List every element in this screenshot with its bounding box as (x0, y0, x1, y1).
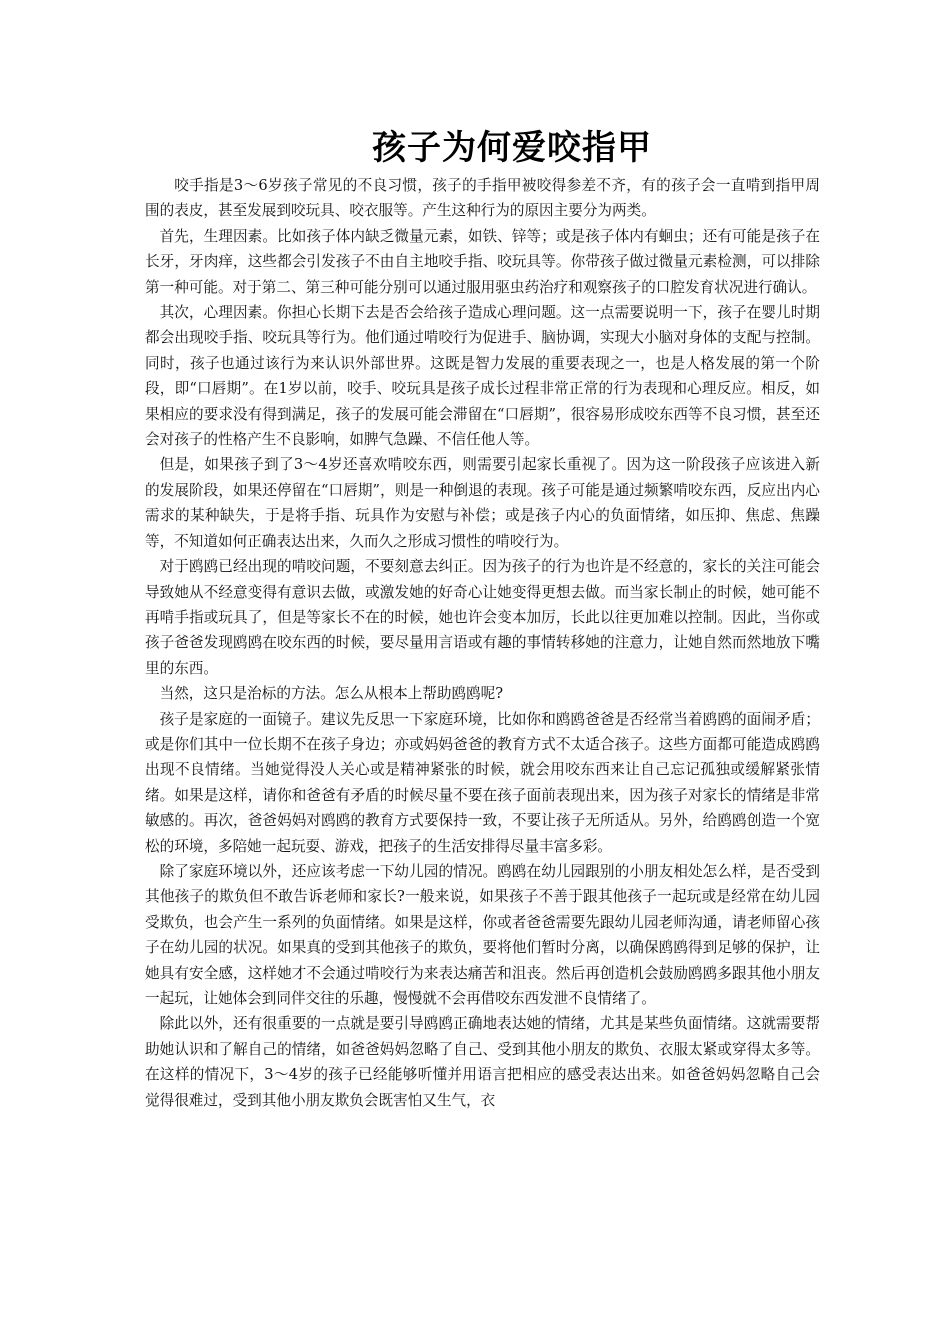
paragraph-express-emotions: 除此以外，还有很重要的一点就是要引导鸥鸥正确地表达她的情绪，尤其是某些负面情绪。这就需要帮助她认识和了解自己的情绪，如爸爸妈妈忽略了自己、受到其他小朋友的欺负、衣服太紧或穿得太多等。在这样的情况下，3～4岁的孩子已经能够听懂并用语言把相应的感受表达出来。如爸爸妈妈忽略自己会觉得很难过，受到其他小朋友欺负会既害怕又生气，衣 (145, 1015, 820, 1109)
paragraph-intro: 咬手指是3～6岁孩子常见的不良习惯，孩子的手指甲被咬得参差不齐，有的孩子会一直啃到指甲周围的表皮，甚至发展到咬玩具、咬衣服等。产生这种行为的原因主要分为两类。 (145, 177, 820, 220)
paragraph-age-3-4: 但是，如果孩子到了3～4岁还喜欢啃咬东西，则需要引起家长重视了。因为这一阶段孩子应该进入新的发展阶段，如果还停留在“口唇期”，则是一种倒退的表现。孩子可能是通过频繁啃咬东西，反应出内心需求的某种缺失，于是将手指、玩具作为安慰与补偿；或是孩子内心的负面情绪，如压抑、焦虑、焦躁等，不知道如何正确表达出来，久而久之形成习惯性的啃咬行为。 (145, 456, 820, 550)
paragraph-root-cause-question: 当然，这只是治标的方法。怎么从根本上帮助鸥鸥呢? (159, 685, 504, 703)
paragraph-family-mirror: 孩子是家庭的一面镜子。建议先反思一下家庭环境，比如你和鸥鸥爸爸是否经常当着鸥鸥的面闹矛盾；或是你们其中一位长期不在孩子身边；亦或妈妈爸爸的教育方式不太适合孩子。这些方面都可能造成鸥鸥出现不良情绪。当她觉得没人关心或是精神紧张的时候，就会用咬东西来让自己忘记孤独或缓解紧张情绪。如果是这样，请你和爸爸有矛盾的时候尽量不要在孩子面前表现出来，因为孩子对家长的情绪是非常敏感的。再次，爸爸妈妈对鸥鸥的教育方式要保持一致，不要让孩子无所适从。另外，给鸥鸥创造一个宽松的环境，多陪她一起玩耍、游戏，把孩子的生活安排得尽量丰富多彩。 (145, 710, 820, 855)
document-body (145, 173, 820, 1113)
paragraph-do-not-correct: 对于鸥鸥已经出现的啃咬问题，不要刻意去纠正。因为孩子的行为也许是不经意的，家长的关注可能会导致她从不经意变得有意识去做，或激发她的好奇心让她变得更想去做。而当家长制止的时候，她可能不再啃手指或玩具了，但是等家长不在的时候，她也许会变本加厉，长此以往更加难以控制。因此，当你或孩子爸爸发现鸥鸥在咬东西的时候，要尽量用言语或有趣的事情转移她的注意力，让她自然而然地放下嘴里的东西。 (145, 558, 820, 677)
paragraph-psychological: 其次，心理因素。你担心长期下去是否会给孩子造成心理问题。这一点需要说明一下，孩子在婴儿时期都会出现咬手指、咬玩具等行为。他们通过啃咬行为促进手、脑协调，实现大小脑对身体的支配与控制。同时，孩子也通过该行为来认识外部世界。这既是智力发展的重要表现之一，也是人格发展的第一个阶段，即“口唇期”。在1岁以前，咬手、咬玩具是孩子成长过程非常正常的行为表现和心理反应。相反，如果相应的要求没有得到满足，孩子的发展可能会滞留在“口唇期”，很容易形成咬东西等不良习惯，甚至还会对孩子的性格产生不良影响，如脾气急躁、不信任他人等。 (145, 304, 820, 449)
paragraph-physiological: 首先，生理因素。比如孩子体内缺乏微量元素，如铁、锌等；或是孩子体内有蛔虫；还有可能是孩子在长牙，牙肉痒，这些都会引发孩子不由自主地咬手指、咬玩具等。你带孩子做过微量元素检测，可以排除第一种可能。对于第二、第三种可能分别可以通过服用驱虫药治疗和观察孩子的口腔发育状况进行确认。 (145, 227, 820, 296)
paragraph-kindergarten: 除了家庭环境以外，还应该考虑一下幼儿园的情况。鸥鸥在幼儿园跟别的小朋友相处怎么样，是否受到其他孩子的欺负但不敢告诉老师和家长?一般来说，如果孩子不善于跟其他孩子一起玩或是经常在幼儿园受欺负，也会产生一系列的负面情绪。如果是这样，你或者爸爸需要先跟幼儿园老师沟通，请老师留心孩子在幼儿园的状况。如果真的受到其他孩子的欺负，要将他们暂时分离，以确保鸥鸥得到足够的保护，让她具有安全感，这样她才不会通过啃咬行为来表达痛苦和沮丧。然后再创造机会鼓励鸥鸥多跟其他小朋友一起玩，让她体会到同伴交往的乐趣，慢慢就不会再借咬东西发泄不良情绪了。 (145, 862, 820, 1007)
document-title: 孩子为何爱咬指甲 (372, 128, 652, 168)
